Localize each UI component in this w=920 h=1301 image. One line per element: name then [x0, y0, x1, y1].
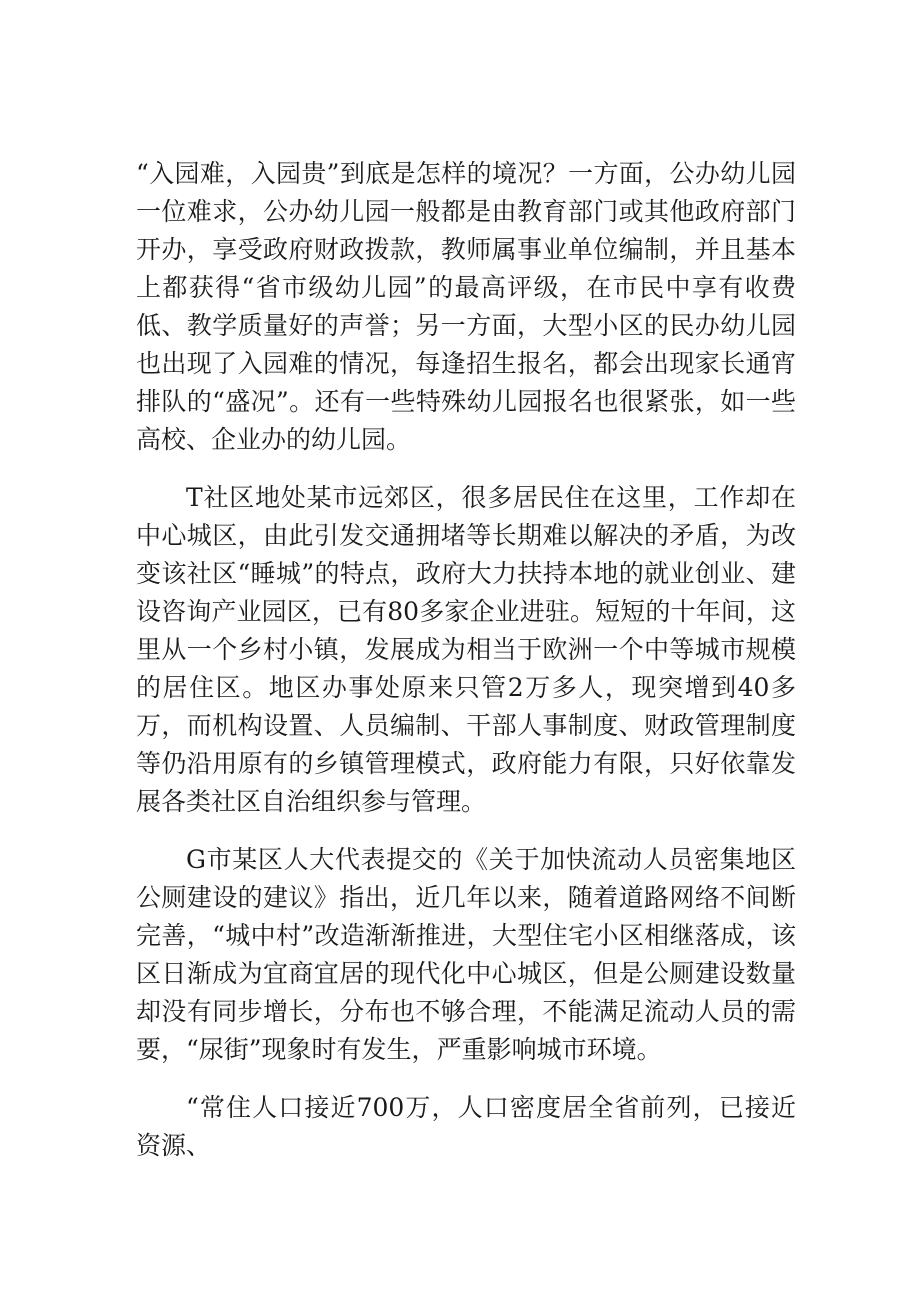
paragraph-population-density: “常住人口接近700万，人口密度居全省前列，已接近资源、 — [136, 1093, 796, 1160]
paragraph-t-community: T社区地处某市远郊区，很多居民住在这里，工作却在中心城区，由此引发交通拥堵等长期难以解决的矛盾，为改变该社区“睡城”的特点，政府大力扶持本地的就业创业、建设咨询产业园区，已有80多家企业进驻。短短的十年间，这里从一个乡村小镇，发展成为相当于欧洲一个中等城市规模的居住区。地区办事处原来只管2万多人，现突增到40多万，而机构设置、人员编制、干部人事制度、财政管理制度等仍沿用原有的乡镇管理模式，政府能力有限，只好依靠发展各类社区自治组织参与管理。 — [136, 483, 796, 816]
paragraph-kindergarten-enrollment: “入园难，入园贵”到底是怎样的境况？一方面，公办幼儿园一位难求，公办幼儿园一般都是由教育部门或其他政府部门开办，享受政府财政拨款，教师属事业单位编制，并且基本上都获得“省市级幼儿园”的最高评级，在市民中享有收费低、教学质量好的声誉；另一方面，大型小区的民办幼儿园也出现了入园难的情况，每逢招生报名，都会出现家长通宵排队的“盛况”。还有一些特殊幼儿园报名也很紧张，如一些高校、企业办的幼儿园。 — [136, 159, 796, 454]
document-body — [136, 155, 796, 1165]
paragraph-g-city-public-toilets: G市某区人大代表提交的《关于加快流动人员密集地区公厕建设的建议》指出，近几年以来，随着道路网络不间断完善，“城中村”改造渐渐推进，大型住宅小区相继落成，该区日渐成为宜商宜居的现代化中心城区，但是公厕建设数量却没有同步增长，分布也不够合理，不能满足流动人员的需要，“尿街”现象时有发生，严重影响城市环境。 — [136, 845, 796, 1064]
